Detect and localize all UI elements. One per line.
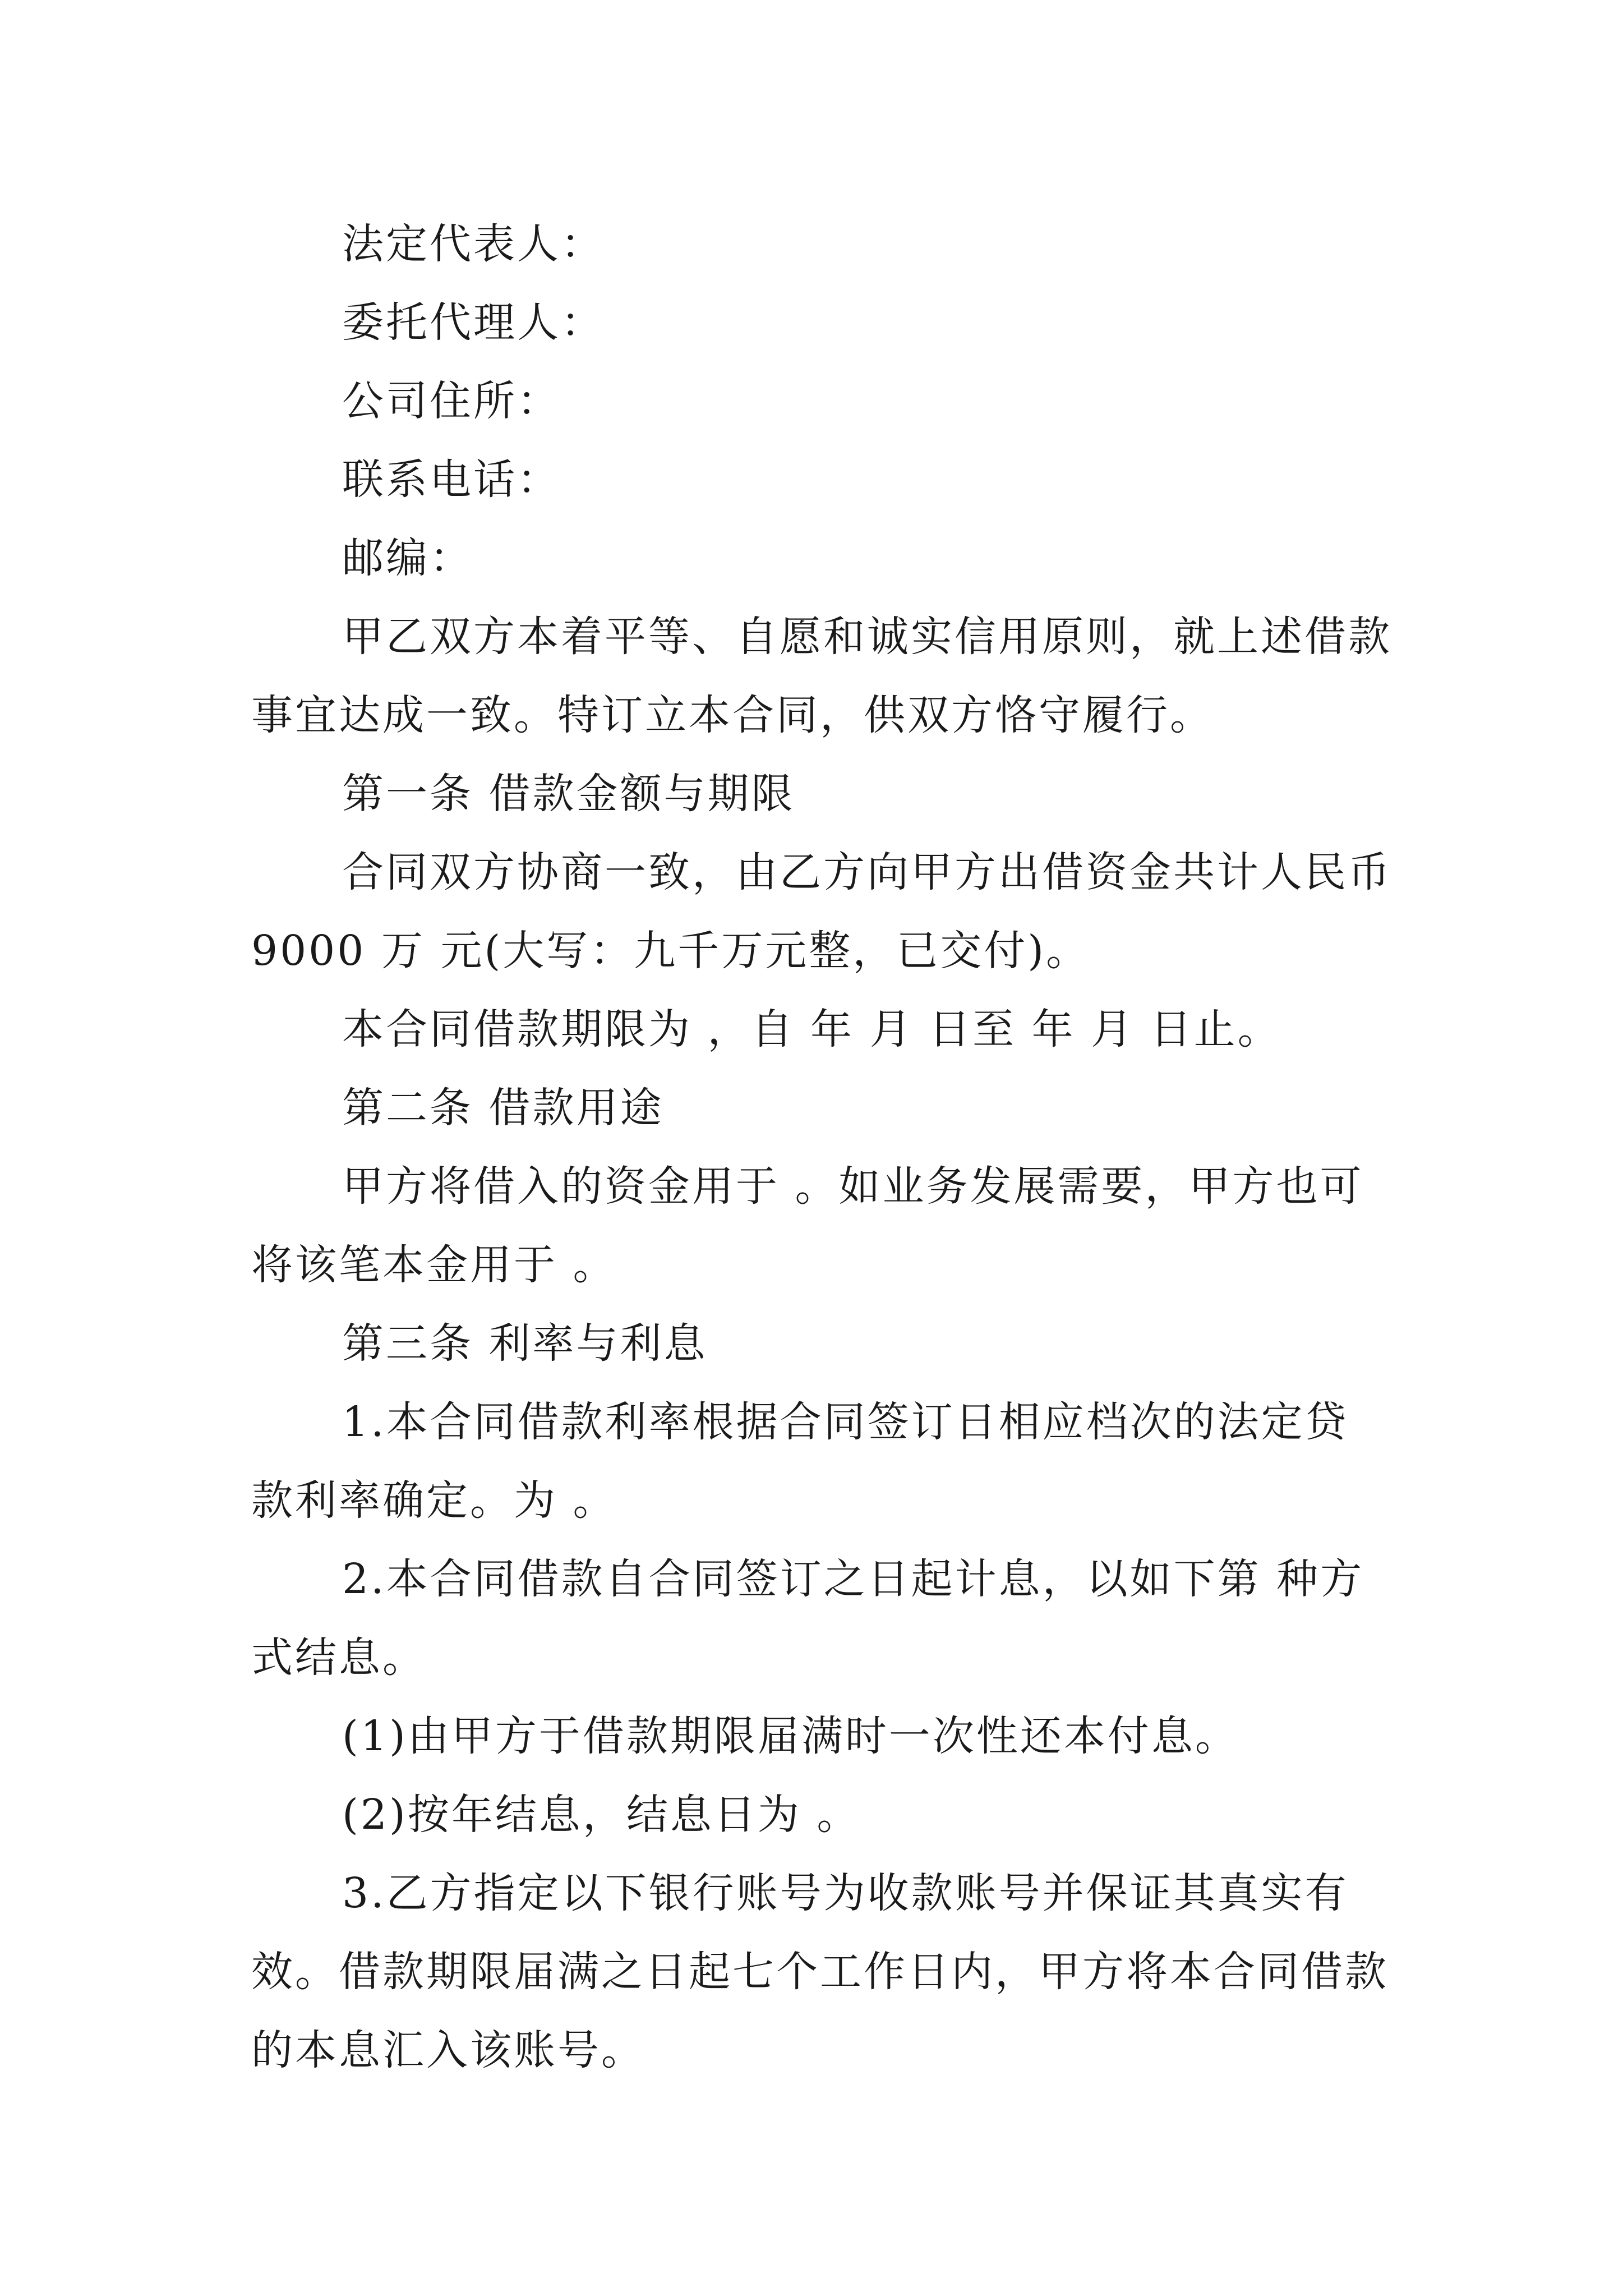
field-phone: 联系电话： [342,455,561,504]
article-3-item-1-line-1: 1.本合同借款利率根据合同签订日相应档次的法定贷 [342,1398,1349,1446]
preamble-line-2: 事宜达成一致。特订立本合同，供双方恪守履行。 [251,691,1214,739]
article-2-para-line-2: 将该笔本金用于 。 [251,1241,617,1289]
article-3-item-2-line-2: 式结息。 [251,1634,426,1682]
article-2-heading: 第二条 借款用途 [342,1084,664,1132]
article-1-term: 本合同借款期限为 ，自 年 月 日至 年 月 日止。 [342,1005,1281,1053]
field-postcode: 邮编： [342,534,473,582]
article-3-item-2-line-1: 2.本合同借款自合同签订之日起计息，以如下第 种方 [342,1555,1364,1603]
article-3-item-3-line-3: 的本息汇入该账号。 [251,2026,645,2074]
field-authorized-agent: 委托代理人： [342,298,605,347]
article-3-item-1-line-2: 款利率确定。为 。 [251,1476,617,1525]
article-3-option-1: (1)由甲方于借款期限届满时一次性还本付息。 [342,1712,1239,1760]
article-2-para-line-1: 甲方将借入的资金用于 。如业务发展需要，甲方也可 [342,1162,1364,1211]
article-3-option-2: (2)按年结息，结息日为 。 [342,1791,861,1839]
article-1-heading: 第一条 借款金额与期限 [342,770,795,818]
article-1-para-1-line-1: 合同双方协商一致，由乙方向甲方出借资金共计人民币 [342,848,1392,896]
article-3-heading: 第三条 利率与利息 [342,1319,708,1368]
article-1-para-1-line-2: 9000 万 元(大写：九千万元整，已交付)。 [251,927,1090,975]
article-3-item-3-line-2: 效。借款期限届满之日起七个工作日内，甲方将本合同借款 [251,1948,1389,1996]
article-3-item-3-line-1: 3.乙方指定以下银行账号为收款账号并保证其真实有 [342,1869,1349,1917]
field-company-address: 公司住所： [342,377,561,425]
field-legal-representative: 法定代表人： [342,220,605,268]
preamble-line-1: 甲乙双方本着平等、自愿和诚实信用原则，就上述借款 [342,613,1392,661]
